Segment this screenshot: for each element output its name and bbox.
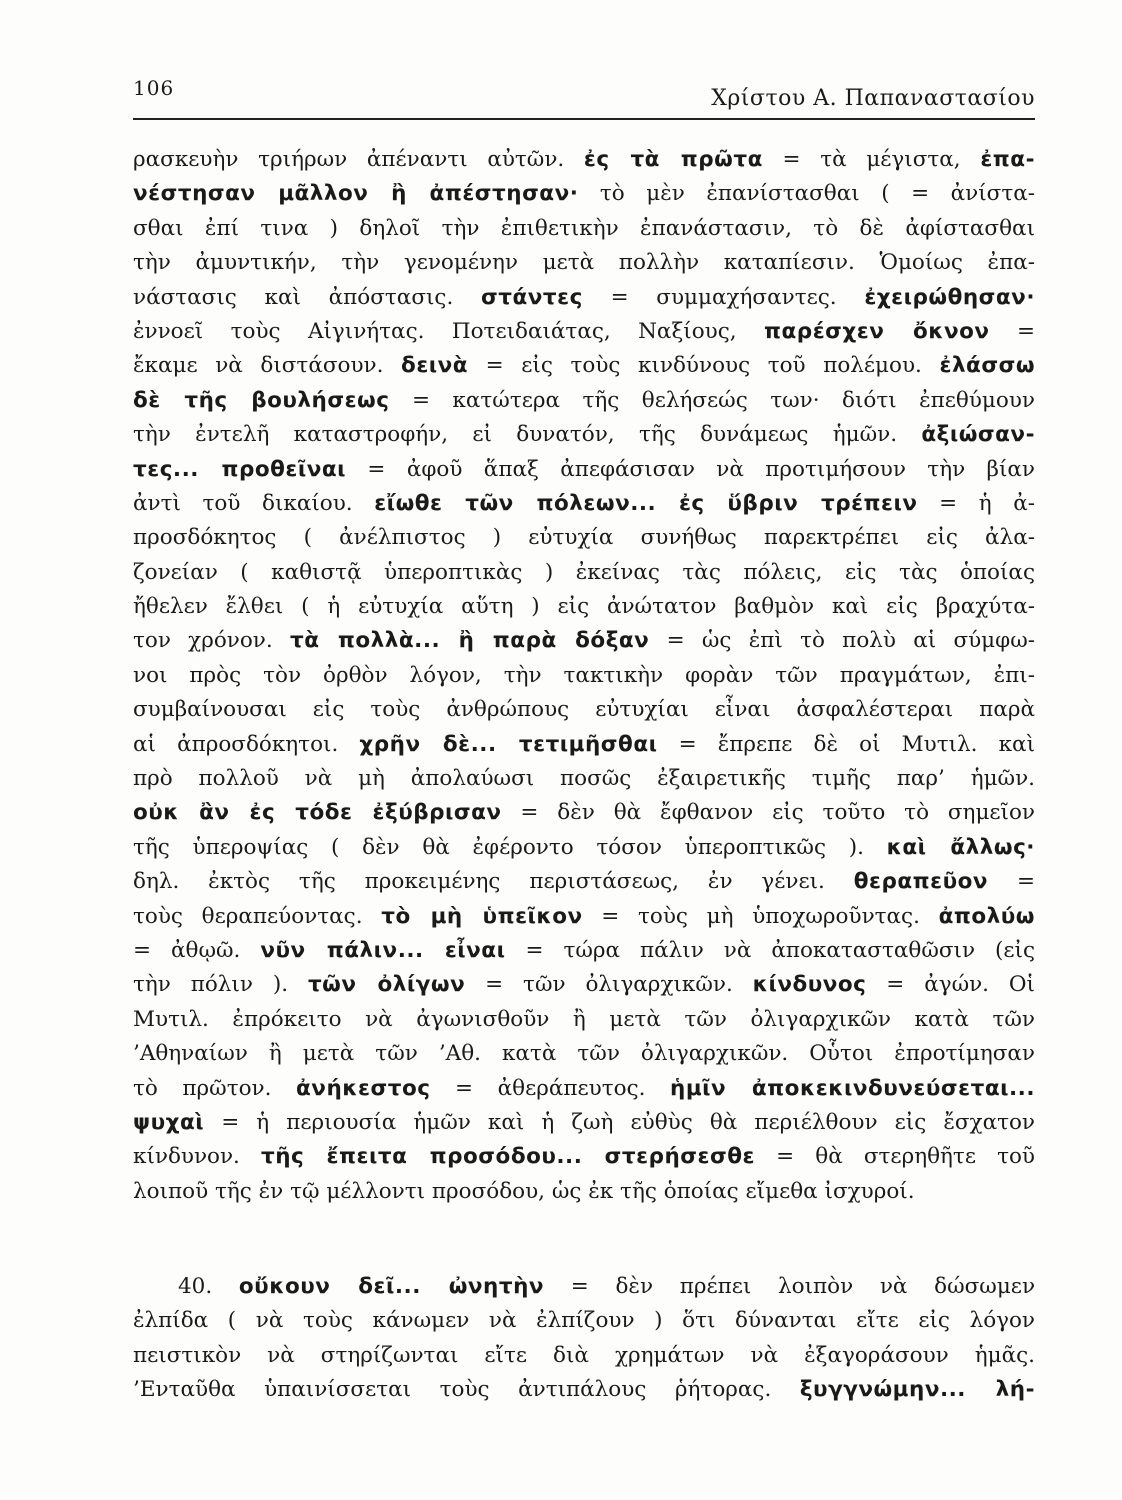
lemma-term: στάντες xyxy=(481,284,583,310)
text-line xyxy=(133,315,1035,349)
lemma-term: τες... προθεῖναι xyxy=(133,456,347,482)
lemma-term: ἀπολύω xyxy=(938,903,1035,929)
text-line xyxy=(133,246,1035,280)
text-line xyxy=(133,968,1035,1002)
gloss-text: = ἡ ἀ- xyxy=(917,490,1035,516)
gloss-text: ἐλπίδα ( νὰ τοὺς κάνωμεν νὰ ἐλπίζουν ) ὅτι δύνανται εἴτε εἰς λόγον xyxy=(133,1308,1035,1334)
lemma-term: ἐπα- xyxy=(980,147,1035,172)
text-line xyxy=(133,659,1035,693)
text-line xyxy=(133,693,1035,727)
lemma-term: νῦν πάλιν... εἶναι xyxy=(260,937,506,963)
text-line xyxy=(133,728,1035,762)
text-line xyxy=(133,212,1035,246)
section-40 xyxy=(133,1270,1035,1408)
gloss-text: κίνδυνον. xyxy=(133,1144,261,1170)
gloss-text: = ἡ περιουσία ἡμῶν καὶ ἡ ζωὴ εὐθὺς θὰ περιέλθουν εἰς ἔσχατον xyxy=(204,1109,1035,1135)
lemma-term: οὔκουν δεῖ... ὠνητὴν xyxy=(238,1274,545,1299)
gloss-text: τὸ μὲν ἐπανίστασθαι ( = ἀνίστα- xyxy=(578,181,1035,207)
text-line xyxy=(133,831,1035,865)
lemma-term: τὰ πολλὰ... ἢ παρὰ δόξαν xyxy=(289,628,650,654)
gloss-text: ἀντὶ τοῦ δικαίου. xyxy=(133,490,375,516)
lemma-term: τῶν ὀλίγων xyxy=(307,972,466,998)
lemma-term: τῆς ἔπειτα προσόδου... στερήσεσθε xyxy=(261,1144,755,1170)
lemma-term: ἐλάσσω xyxy=(939,353,1035,379)
gloss-text: τὴν ἐντελῆ καταστροφήν, εἰ δυνατόν, τῆς δυνάμεως ἡμῶν. xyxy=(133,422,922,448)
lemma-term: καὶ ἄλλως· xyxy=(886,834,1035,860)
lemma-term: ἀνήκεστος xyxy=(296,1075,431,1101)
gloss-text: = τώρα πάλιν νὰ ἀποκατασταθῶσιν (εἰς xyxy=(505,937,1035,963)
gloss-text: προσδόκητος ( ἀνέλπιστος ) εὐτυχία συνήθως παρεκτρέπει εἰς ἀλα- xyxy=(133,525,1035,551)
text-line xyxy=(133,453,1035,487)
gloss-text: = ἀθεράπευτος. xyxy=(430,1075,671,1101)
text-line xyxy=(133,590,1035,624)
lemma-term: οὐκ ἂν ἐς τόδε ἐξύβρισαν xyxy=(133,800,502,826)
gloss-text: δηλ. ἐκτὸς τῆς προκειμένης περιστάσεως, ἐν γένει. xyxy=(133,869,854,895)
gloss-text: νοι πρὸς τὸν ὀρθὸν λόγον, τὴν τακτικὴν φορὰν τῶν πραγμάτων, ἐπι- xyxy=(133,662,1035,688)
text-line xyxy=(133,762,1035,796)
gloss-text: τὴν ἀμυντικήν, τὴν γενομένην μετὰ πολλὴν καταπίεσιν. Ὁμοίως ἐπα- xyxy=(133,250,1035,276)
lemma-term: παρέσχεν ὄκνον xyxy=(764,318,990,344)
gloss-text: 40. xyxy=(178,1274,239,1299)
commentary-body xyxy=(133,143,1035,1209)
lemma-term: νέστησαν μᾶλλον ἢ ἀπέστησαν· xyxy=(133,181,579,207)
gloss-text: ’Αθηναίων ἢ μετὰ τῶν ’Αθ. κατὰ τῶν ὀλιγαρχικῶν. Οὗτοι ἐπροτίμησαν xyxy=(133,1041,1035,1067)
text-line xyxy=(133,143,1035,177)
text-line xyxy=(133,900,1035,934)
gloss-text: σθαι ἐπί τινα ) δηλοῖ τὴν ἐπιθετικὴν ἐπανάστασιν, τὸ δὲ ἀφίστασθαι xyxy=(133,215,1035,241)
gloss-text: συμβαίνουσαι εἰς τοὺς ἀνθρώπους εὐτυχίαι εἶναι ἀσφαλέστεραι παρὰ xyxy=(133,697,1035,723)
gloss-text: πειστικὸν νὰ στηρίζωνται εἴτε διὰ χρημάτων νὰ ἐξαγοράσουν ἡμᾶς. xyxy=(133,1342,1035,1368)
gloss-text: Μυτιλ. ἐπρόκειτο νὰ ἀγωνισθοῦν ἢ μετὰ τῶν ὀλιγαρχικῶν κατὰ τῶν xyxy=(133,1006,1035,1032)
gloss-text: = xyxy=(988,869,1035,895)
text-line xyxy=(133,349,1035,383)
gloss-text: = τοὺς μὴ ὑποχωροῦντας. xyxy=(582,903,939,929)
page-number: 106 xyxy=(133,76,175,100)
running-head: Χρίστου Α. Παπαναστασίου xyxy=(711,86,1035,111)
gloss-text: λοιποῦ τῆς ἐν τῷ μέλλοντι προσόδου, ὡς ἐκ τῆς ὁποίας εἴμεθα ἰσχυροί. xyxy=(133,1178,915,1204)
text-line xyxy=(133,384,1035,418)
lemma-term: εἴωθε τῶν πόλεων... ἐς ὕβριν τρέπειν xyxy=(374,490,918,516)
text-line xyxy=(133,1106,1035,1140)
text-line xyxy=(133,1003,1035,1037)
text-line xyxy=(133,556,1035,590)
page-header xyxy=(133,72,1035,112)
gloss-text: ἐννοεῖ τοὺς Αἰγινήτας. Ποτειδαιάτας, Ναξίους, xyxy=(133,318,765,344)
gloss-text: = θὰ στερηθῆτε τοῦ xyxy=(755,1144,1035,1170)
text-line xyxy=(133,1175,1035,1209)
gloss-text: = ἀθῳῶ. xyxy=(133,937,261,963)
gloss-text: ’Ενταῦθα ὑπαινίσσεται τοὺς ἀντιπάλους ῥήτορας. xyxy=(133,1377,800,1403)
lemma-term: κίνδυνος xyxy=(752,972,867,998)
gloss-text: τοὺς θεραπεύοντας. xyxy=(133,903,382,929)
text-line xyxy=(133,418,1035,452)
lemma-term: δεινὰ xyxy=(401,353,469,379)
gloss-text: = ἀφοῦ ἅπαξ ἀπεφάσισαν νὰ προτιμήσουν τὴν βίαν xyxy=(346,456,1035,482)
lemma-term: ἀξιώσαν- xyxy=(921,422,1035,448)
gloss-text: τον χρόνον. xyxy=(133,628,290,654)
gloss-text: = εἰς τοὺς κινδύνους τοῦ πολέμου. xyxy=(468,353,940,379)
section-line xyxy=(133,1339,1035,1373)
text-line xyxy=(133,796,1035,830)
gloss-text: = ὡς ἐπὶ τὸ πολὺ αἱ σύμφω- xyxy=(649,628,1035,654)
lemma-term: θεραπεῦον xyxy=(853,869,989,895)
text-line xyxy=(133,1072,1035,1106)
lemma-term: ξυγγνώμην... λή- xyxy=(799,1377,1035,1403)
section-line xyxy=(133,1270,1035,1304)
gloss-text: πρὸ πολλοῦ νὰ μὴ ἀπολαύωσι ποσῶς ἐξαιρετικῆς τιμῆς παρ’ ἡμῶν. xyxy=(133,766,1035,792)
gloss-text: = ἀγών. Οἱ xyxy=(866,972,1035,998)
gloss-text: = τὰ μέγιστα, xyxy=(762,147,981,172)
header-rule xyxy=(133,118,1035,120)
text-line xyxy=(133,1140,1035,1174)
gloss-text: ζονείαν ( καθιστᾷ ὑπεροπτικὰς ) ἐκείνας τὰς πόλεις, εἰς τὰς ὁποίας xyxy=(133,559,1035,585)
lemma-term: χρῆν δὲ... τετιμῆσθαι xyxy=(359,731,658,757)
text-line xyxy=(133,1037,1035,1071)
gloss-text: αἱ ἀπροσδόκητοι. xyxy=(133,731,360,757)
gloss-text: ἤθελεν ἔλθει ( ἡ εὐτυχία αὕτη ) εἰς ἀνώτατον βαθμὸν καὶ εἰς βραχύτα- xyxy=(133,594,1035,620)
text-line xyxy=(133,521,1035,555)
lemma-term: ἡμῖν ἀποκεκινδυνεύσεται... xyxy=(670,1075,1035,1101)
lemma-term: τὸ μὴ ὑπεῖκον xyxy=(381,903,583,929)
gloss-text: ρασκευὴν τριήρων ἀπέναντι αὐτῶν. xyxy=(133,147,584,172)
gloss-text: = xyxy=(989,318,1035,344)
section-line xyxy=(133,1304,1035,1338)
text-line xyxy=(133,281,1035,315)
text-line xyxy=(133,865,1035,899)
text-line xyxy=(133,487,1035,521)
gloss-text: = ἔπρεπε δὲ οἱ Μυτιλ. καὶ xyxy=(657,731,1035,757)
lemma-term: ψυχαὶ xyxy=(133,1109,205,1135)
gloss-text: = συμμαχήσαντες. xyxy=(582,284,865,310)
section-line xyxy=(133,1373,1035,1407)
text-line xyxy=(133,177,1035,211)
gloss-text: νάστασις καὶ ἀπόστασις. xyxy=(133,284,482,310)
lemma-term: ἐχειρώθησαν· xyxy=(864,284,1035,310)
gloss-text: = κατώτερα τῆς θελήσεώς των· διότι ἐπεθύμουν xyxy=(389,387,1035,413)
gloss-text: τῆς ὑπεροψίας ( δὲν θὰ ἐφέροντο τόσον ὑπεροπτικῶς ). xyxy=(133,834,887,860)
gloss-text: = δὲν πρέπει λοιπὸν νὰ δώσωμεν xyxy=(544,1274,1035,1299)
lemma-term: ἐς τὰ πρῶτα xyxy=(583,147,763,172)
gloss-text: τὴν πόλιν ). xyxy=(133,972,308,998)
text-line xyxy=(133,624,1035,658)
gloss-text: = τῶν ὀλιγαρχικῶν. xyxy=(465,972,753,998)
gloss-text: = δὲν θὰ ἔφθανον εἰς τοῦτο τὸ σημεῖον xyxy=(501,800,1035,826)
text-line xyxy=(133,934,1035,968)
gloss-text: ἔκαμε νὰ διστάσουν. xyxy=(133,353,402,379)
lemma-term: δὲ τῆς βουλήσεως xyxy=(133,387,390,413)
gloss-text: τὸ πρῶτον. xyxy=(133,1075,297,1101)
